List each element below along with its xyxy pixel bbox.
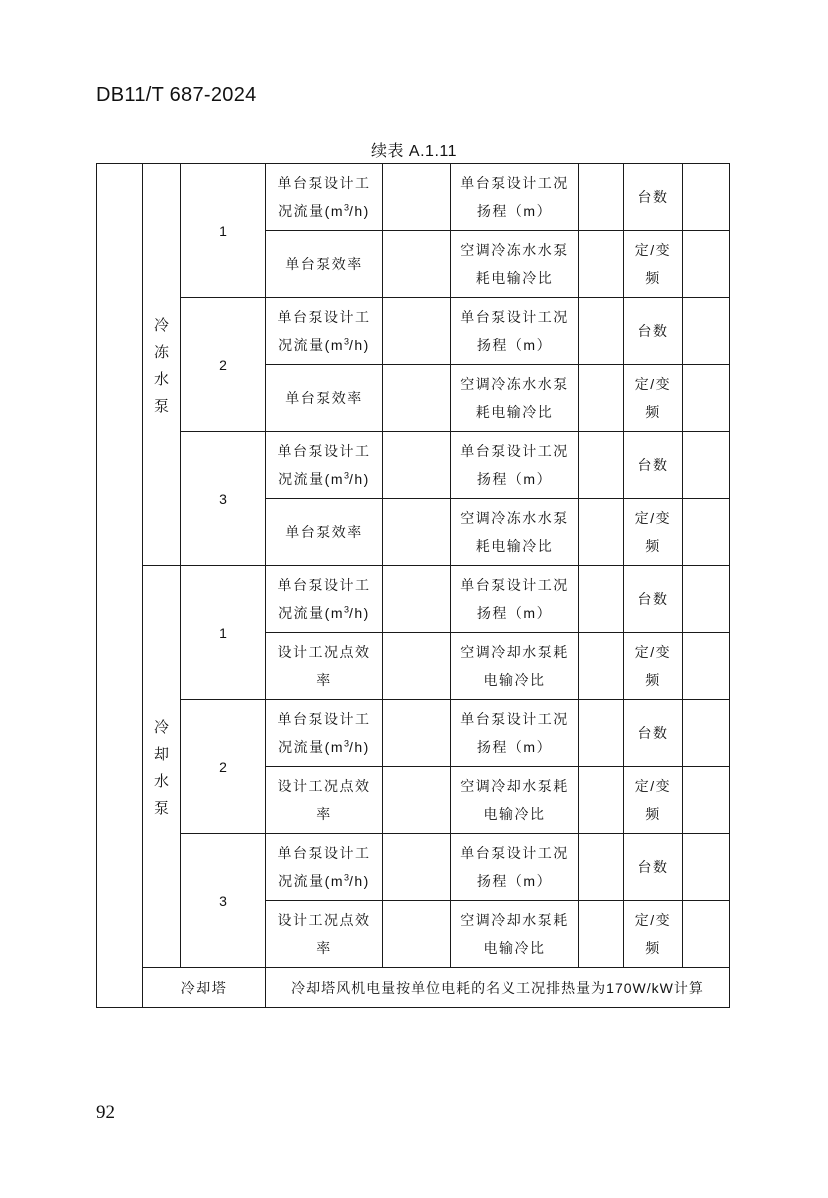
pump-number: 2 — [181, 700, 266, 834]
pump-parameter-table — [96, 163, 730, 1008]
value-cell — [683, 499, 730, 566]
value-cell — [579, 164, 624, 231]
head-label: 单台泵设计工况 扬程（m） — [451, 432, 579, 499]
flow-label: 单台泵设计工 况流量$(m^3/h)$ — [266, 298, 383, 365]
value-cell — [579, 901, 624, 968]
value-cell — [383, 499, 451, 566]
table-row — [97, 700, 730, 767]
flow-label: 单台泵设计工 况流量$(m^3/h)$ — [266, 432, 383, 499]
value-cell — [683, 901, 730, 968]
value-cell — [383, 834, 451, 901]
cooling-water-pump-label: 冷 却 水 泵 — [143, 566, 181, 968]
frequency-label: 定/变 频 — [624, 499, 683, 566]
efficiency-label: 单台泵效率 — [266, 231, 383, 298]
value-cell — [683, 700, 730, 767]
pump-number: 3 — [181, 432, 266, 566]
frequency-label: 定/变 频 — [624, 231, 683, 298]
value-cell — [683, 566, 730, 633]
head-label: 单台泵设计工况 扬程（m） — [451, 700, 579, 767]
value-cell — [383, 633, 451, 700]
chilled-ratio-label: 空调冷冻水水泵 耗电输冷比 — [451, 365, 579, 432]
point-efficiency-label: 设计工况点效 率 — [266, 901, 383, 968]
value-cell — [383, 432, 451, 499]
count-label: 台数 — [624, 164, 683, 231]
efficiency-label: 单台泵效率 — [266, 365, 383, 432]
count-label: 台数 — [624, 700, 683, 767]
value-cell — [579, 231, 624, 298]
flow-label: 单台泵设计工 况流量$(m^3/h)$ — [266, 164, 383, 231]
value-cell — [683, 231, 730, 298]
point-efficiency-label: 设计工况点效 率 — [266, 767, 383, 834]
point-efficiency-label: 设计工况点效 率 — [266, 633, 383, 700]
pump-number: 1 — [181, 566, 266, 700]
chilled-ratio-label: 空调冷冻水水泵 耗电输冷比 — [451, 231, 579, 298]
frequency-label: 定/变 频 — [624, 767, 683, 834]
value-cell — [579, 767, 624, 834]
value-cell — [383, 231, 451, 298]
value-cell — [383, 767, 451, 834]
value-cell — [579, 499, 624, 566]
frequency-label: 定/变 频 — [624, 365, 683, 432]
value-cell — [383, 365, 451, 432]
value-cell — [383, 298, 451, 365]
value-cell — [683, 834, 730, 901]
value-cell — [383, 901, 451, 968]
head-label: 单台泵设计工况 扬程（m） — [451, 834, 579, 901]
value-cell — [683, 365, 730, 432]
value-cell — [579, 834, 624, 901]
cooling-ratio-label: 空调冷却水泵耗 电输冷比 — [451, 767, 579, 834]
count-label: 台数 — [624, 566, 683, 633]
frequency-label: 定/变 频 — [624, 633, 683, 700]
value-cell — [383, 700, 451, 767]
value-cell — [683, 164, 730, 231]
pump-number: 1 — [181, 164, 266, 298]
count-label: 台数 — [624, 298, 683, 365]
value-cell — [683, 298, 730, 365]
table-caption: 续表 A.1.11 — [370, 143, 458, 160]
value-cell — [579, 432, 624, 499]
flow-label: 单台泵设计工 况流量$(m^3/h)$ — [266, 834, 383, 901]
left-blank-cell — [97, 164, 143, 1008]
page-number: 92 — [96, 1102, 115, 1123]
value-cell — [579, 633, 624, 700]
value-cell — [383, 566, 451, 633]
value-cell — [683, 767, 730, 834]
value-cell — [579, 566, 624, 633]
flow-label: 单台泵设计工 况流量$(m^3/h)$ — [266, 700, 383, 767]
frequency-label: 定/变 频 — [624, 901, 683, 968]
table-row — [97, 298, 730, 365]
table-row — [97, 834, 730, 901]
head-label: 单台泵设计工况 扬程（m） — [451, 298, 579, 365]
value-cell — [579, 700, 624, 767]
value-cell — [383, 164, 451, 231]
value-cell — [579, 298, 624, 365]
table-row — [97, 968, 730, 1008]
cooling-tower-note: 冷却塔风机电量按单位电耗的名义工况排热量为170W/kW计算 — [266, 968, 730, 1008]
table-row — [97, 432, 730, 499]
head-label: 单台泵设计工况 扬程（m） — [451, 566, 579, 633]
count-label: 台数 — [624, 432, 683, 499]
cooling-ratio-label: 空调冷却水泵耗 电输冷比 — [451, 901, 579, 968]
document-code: DB11/T 687-2024 — [96, 84, 257, 106]
chilled-water-pump-label: 冷 冻 水 泵 — [143, 164, 181, 566]
cooling-ratio-label: 空调冷却水泵耗 电输冷比 — [451, 633, 579, 700]
cooling-tower-label: 冷却塔 — [143, 968, 266, 1008]
chilled-ratio-label: 空调冷冻水水泵 耗电输冷比 — [451, 499, 579, 566]
value-cell — [683, 432, 730, 499]
count-label: 台数 — [624, 834, 683, 901]
head-label: 单台泵设计工况 扬程（m） — [451, 164, 579, 231]
efficiency-label: 单台泵效率 — [266, 499, 383, 566]
table-row — [97, 164, 730, 231]
value-cell — [683, 633, 730, 700]
pump-number: 3 — [181, 834, 266, 968]
flow-label: 单台泵设计工 况流量$(m^3/h)$ — [266, 566, 383, 633]
value-cell — [579, 365, 624, 432]
pump-number: 2 — [181, 298, 266, 432]
table-row — [97, 566, 730, 633]
